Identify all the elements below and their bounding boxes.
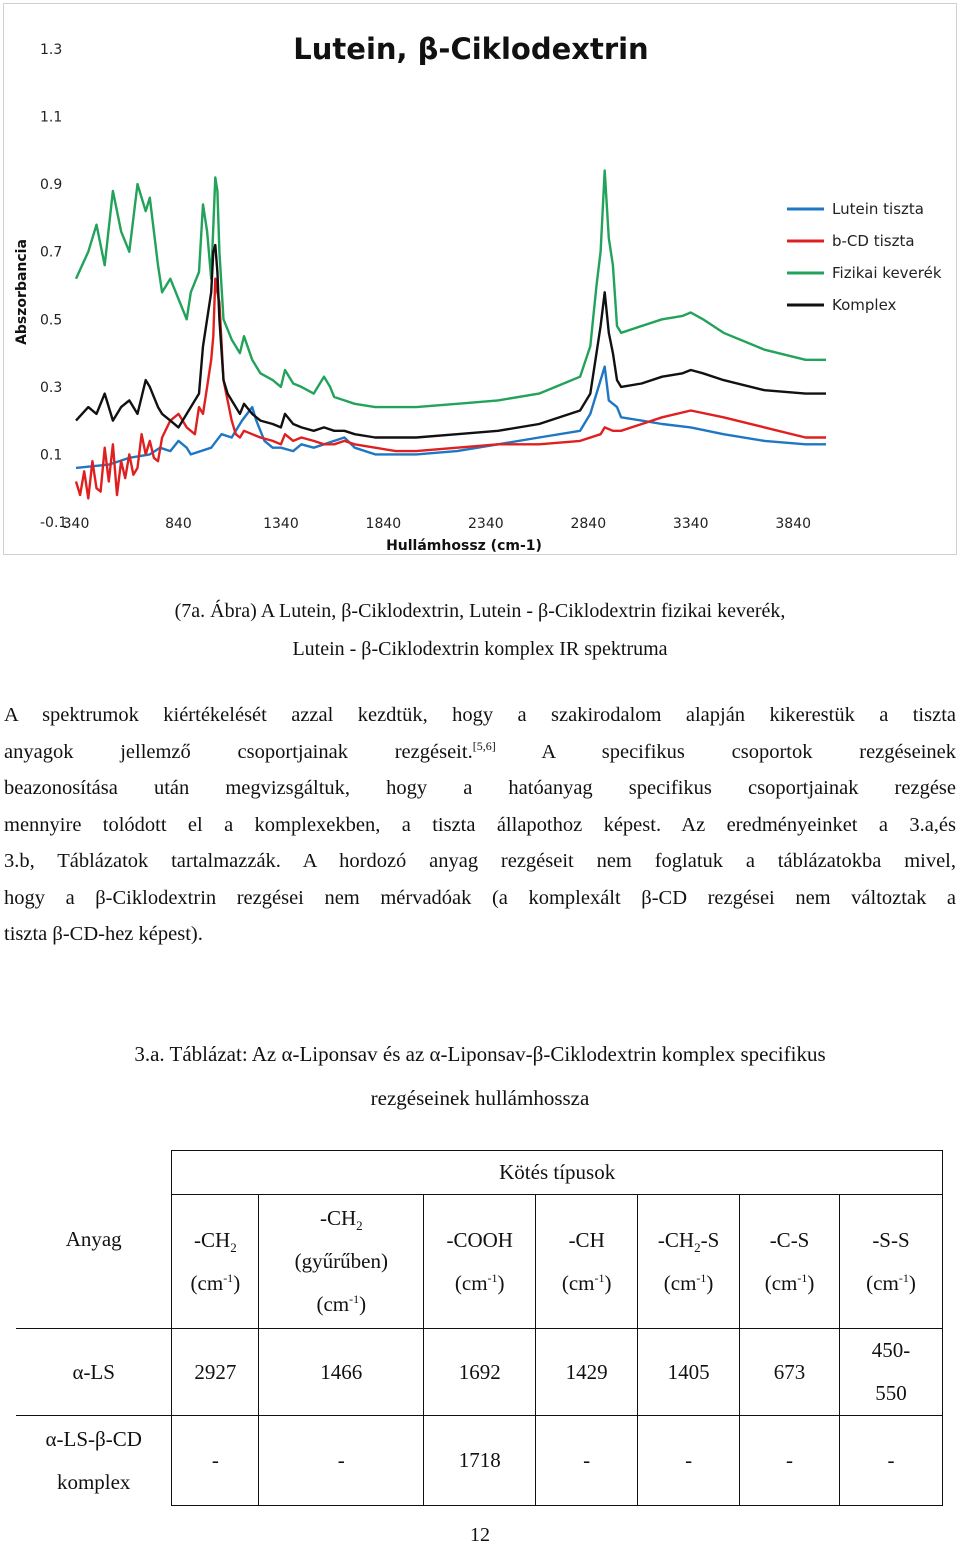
paragraph-line: mennyire tolódott el a komplexekben, a tiszta állapothoz képest. Az eredményeinket a 3.a,és [4, 813, 956, 836]
table-cell: 1429 [536, 1329, 638, 1416]
unit-close: ) [807, 1270, 815, 1295]
paragraph-text: A specifikus csoportok rezgéseinek [495, 740, 956, 763]
unit-sup: -1 [487, 1270, 498, 1285]
cell-text: komplex [56, 1469, 131, 1494]
table-cell [840, 1329, 943, 1416]
col-text: -CH [319, 1206, 357, 1230]
column-header-ch2-ring [259, 1195, 424, 1329]
unit-text: (cm [454, 1270, 488, 1295]
y-tick-label: 1.1 [40, 109, 63, 126]
y-tick-label: 0.5 [40, 312, 63, 329]
series-line [76, 245, 826, 438]
anyag-label: Anyag [65, 1226, 122, 1251]
unit-text: (cm [316, 1292, 350, 1316]
x-tick-label: 340 [62, 516, 90, 532]
col-sub: 2 [356, 1218, 363, 1234]
table-group-header: Kötés típusok [172, 1151, 943, 1195]
col-sub: 2 [694, 1239, 701, 1255]
cell-text: α-LS-β-CD [45, 1426, 142, 1451]
column-header-ch [536, 1195, 638, 1329]
col-text: -S [700, 1227, 720, 1252]
unit-sup: -1 [223, 1270, 234, 1285]
y-tick-label: 0.1 [40, 447, 63, 464]
unit-sup: -1 [797, 1270, 808, 1285]
unit-sup: -1 [594, 1270, 605, 1285]
chart-canvas [4, 4, 958, 556]
table-row [16, 1416, 943, 1506]
y-tick-label: 0.3 [40, 379, 63, 396]
table-cell: - [259, 1416, 424, 1506]
cell-text: 550 [875, 1381, 907, 1405]
x-axis-label: Hullámhossz (cm-1) [386, 538, 542, 554]
table-cell: - [740, 1416, 840, 1506]
table-cell: - [172, 1416, 259, 1506]
table-cell: - [536, 1416, 638, 1506]
unit-text: (cm [190, 1270, 224, 1295]
y-tick-label: 0.7 [40, 244, 63, 261]
table-cell: - [840, 1416, 943, 1506]
col-text: -CH [568, 1227, 605, 1252]
column-header-cooh [424, 1195, 536, 1329]
figure-caption-line-2: Lutein - β-Ciklodextrin komplex IR spektruma [292, 638, 668, 660]
table-cell: 1692 [424, 1329, 536, 1416]
ir-spectrum-chart [3, 3, 957, 555]
table-cell: 2927 [172, 1329, 259, 1416]
col-text: -COOH [446, 1227, 513, 1252]
unit-close: ) [359, 1292, 367, 1316]
y-tick-label: 1.3 [40, 42, 63, 58]
x-tick-label: 2840 [570, 516, 607, 532]
paragraph-line: hogy a β-Ciklodextrin rezgései nem mérvadóak (a komplexált β-CD rezgései nem változtak a [4, 886, 956, 909]
paragraph-line [4, 734, 956, 771]
column-header-c-s [740, 1195, 840, 1329]
col-sub: 2 [230, 1239, 237, 1255]
chart-title: Lutein, β-Ciklodextrin [293, 32, 649, 66]
paragraph-text: anyagok jellemző csoportjainak rezgéseit. [4, 740, 473, 763]
page-number: 12 [470, 1524, 490, 1546]
paragraph-line: tiszta β-CD-hez képest). [4, 923, 203, 945]
unit-close: ) [233, 1270, 241, 1295]
col-text: -CH [194, 1227, 231, 1252]
unit-text: (cm [561, 1270, 595, 1295]
unit-sup: -1 [898, 1270, 909, 1285]
table-header-row [16, 1151, 943, 1195]
y-tick-label: 0.9 [40, 177, 63, 194]
paragraph-line: 3.b, Táblázatok tartalmazzák. A hordozó anyag rezgéseit nem foglatuk a táblázatokba mivel, [4, 850, 956, 872]
legend-label: Komplex [832, 296, 897, 314]
table-row [16, 1329, 943, 1416]
row-label: α-LS [16, 1329, 172, 1416]
cell-text: 450- [871, 1338, 911, 1362]
x-tick-label: 3340 [672, 516, 709, 532]
x-tick-label: 1840 [365, 516, 402, 532]
citation-reference: [5,6] [472, 738, 496, 753]
column-header-ch2 [172, 1195, 259, 1329]
body-paragraph [4, 697, 956, 953]
unit-text: (cm [866, 1270, 899, 1295]
x-tick-label: 3840 [775, 516, 812, 532]
x-tick-label: 1340 [263, 516, 299, 532]
series-line [76, 367, 826, 468]
unit-text: (cm [663, 1270, 697, 1295]
table-cell: - [638, 1416, 740, 1506]
table-cell: 673 [740, 1329, 840, 1416]
y-axis-label: Abszorbancia [14, 239, 30, 345]
unit-close: ) [497, 1270, 505, 1295]
x-tick-label: 840 [165, 516, 192, 532]
table-header-anyag [16, 1151, 172, 1329]
table-cell: 1466 [259, 1329, 424, 1416]
column-header-ch2-s [638, 1195, 740, 1329]
paragraph-line: beazonosítása után megvizsgáltuk, hogy a hatóanyag specifikus csoportjainak rezgése [4, 777, 956, 799]
unit-sup: -1 [696, 1270, 707, 1285]
unit-text: (cm [764, 1270, 798, 1295]
row-label [16, 1416, 172, 1506]
y-tick-label: -0.1 [40, 515, 68, 531]
legend-label: b-CD tiszta [832, 232, 915, 250]
vibration-table [16, 1150, 943, 1506]
legend-label: Lutein tiszta [832, 200, 924, 218]
table-caption-line-2: rezgéseinek hullámhossza [370, 1086, 590, 1110]
table-cell: 1718 [424, 1416, 536, 1506]
column-header-s-s [840, 1195, 943, 1329]
unit-sup: -1 [349, 1292, 360, 1306]
unit-close: ) [706, 1270, 714, 1295]
col-text: -CH [657, 1227, 695, 1252]
col-text: -S-S [872, 1227, 910, 1252]
col-text: -C-S [769, 1227, 810, 1252]
table-cell: 1405 [638, 1329, 740, 1416]
x-tick-label: 2340 [468, 516, 504, 532]
figure-caption-line-1: (7a. Ábra) A Lutein, β-Ciklodextrin, Lutein - β-Ciklodextrin fizikai keverék, [174, 600, 786, 622]
series-line [76, 171, 826, 408]
paragraph-line: A spektrumok kiértékelését azzal kezdtük, hogy a szakirodalom alapján kikerestük a tiszta [4, 704, 956, 726]
unit-close: ) [908, 1270, 916, 1295]
unit-close: ) [604, 1270, 612, 1295]
legend-label: Fizikai keverék [832, 264, 942, 282]
col-note: (gyűrűben) [294, 1249, 388, 1273]
table-caption-line-1: 3.a. Táblázat: Az α-Liponsav és az α-Liponsav-β-Ciklodextrin komplex specifikus [134, 1042, 826, 1066]
